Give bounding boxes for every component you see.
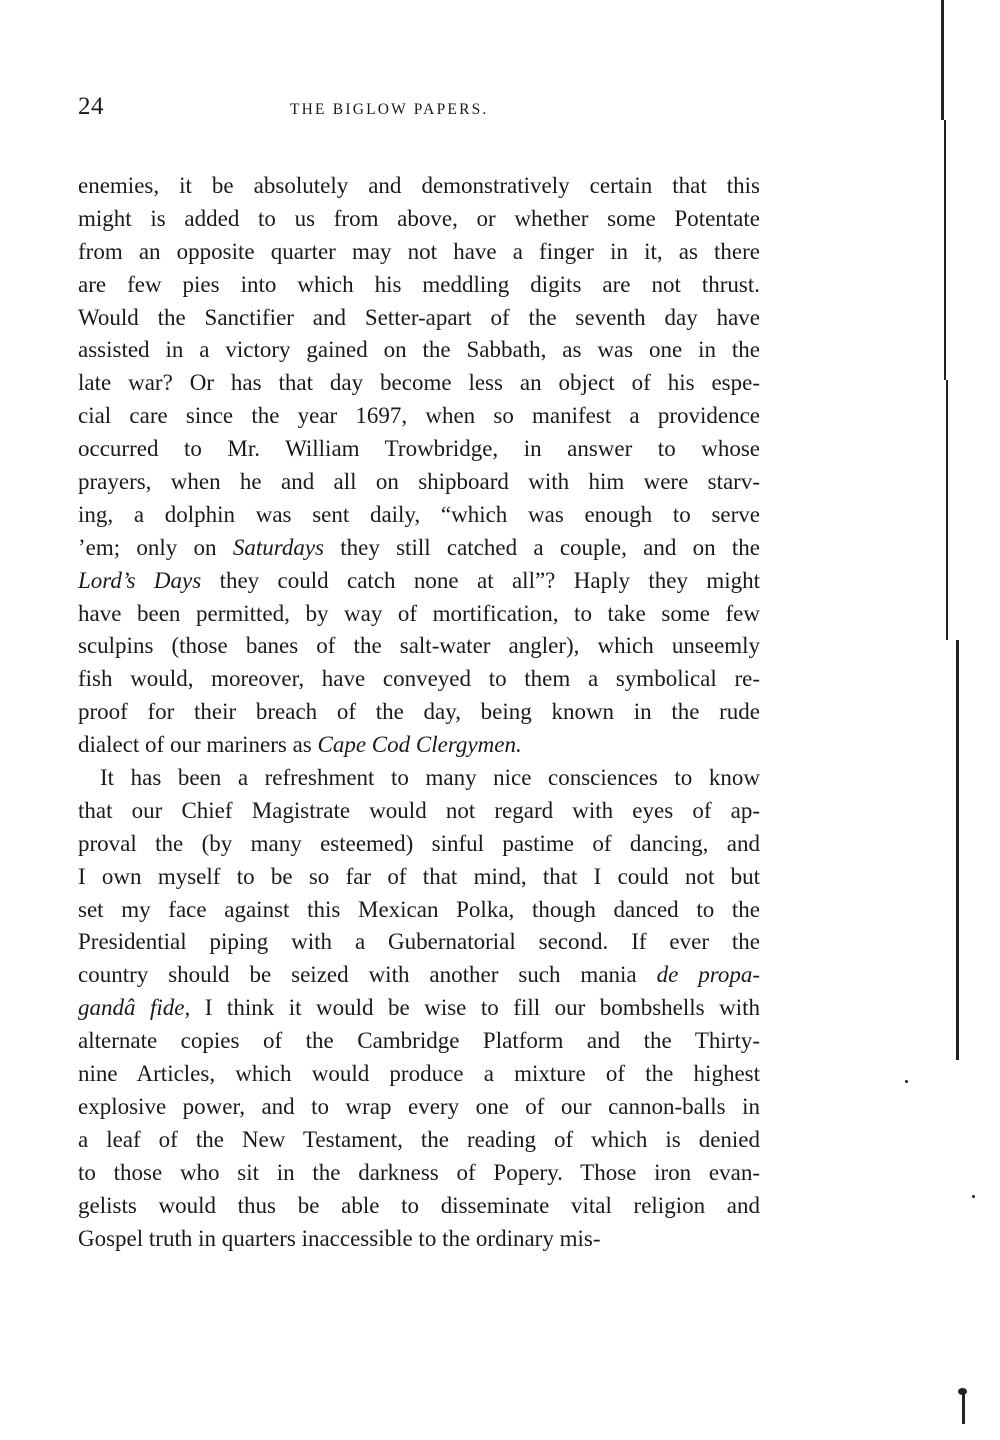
- text-line: [78, 795, 760, 828]
- text-segment: set my face against this Mexican Polka, though danced to the: [78, 896, 760, 922]
- italic-text: Lord’s Days: [78, 567, 202, 593]
- text-segment: occurred to Mr. William Trowbridge, in answer to whose: [78, 436, 760, 462]
- text-segment: prayers, when he and all on shipboard with him were starv-: [78, 469, 760, 495]
- text-segment: proval the (by many esteemed) sinful pastime of dancing, and: [78, 830, 760, 856]
- text-segment: ing, a dolphin was sent daily, “which was enough to serve: [78, 501, 760, 527]
- scan-edge-line: [944, 120, 946, 380]
- text-segment: from an opposite quarter may not have a finger in it, as there: [78, 238, 760, 264]
- text-segment: Would the Sanctifier and Setter-apart of the seventh day have: [78, 304, 760, 330]
- text-segment: that our Chief Magistrate would not regard with eyes of ap-: [78, 797, 760, 823]
- text-line: [78, 367, 760, 400]
- text-line: [78, 565, 760, 598]
- text-segment: dialect of our mariners as: [78, 732, 318, 758]
- text-line: [78, 663, 760, 696]
- text-line: [78, 269, 760, 302]
- text-line: [78, 992, 760, 1025]
- text-segment: have been permitted, by way of mortification, to take some few: [78, 600, 760, 626]
- text-segment: are few pies into which his meddling digits are not thrust.: [78, 271, 760, 297]
- text-line: [78, 1223, 760, 1256]
- text-segment: a leaf of the New Testament, the reading of which is denied: [78, 1126, 760, 1152]
- text-line: [78, 861, 760, 894]
- text-line: [78, 1025, 760, 1058]
- italic-text: de propa-: [656, 962, 760, 988]
- text-line: [78, 1190, 760, 1223]
- text-segment: nine Articles, which would produce a mixture of the highest: [78, 1061, 760, 1087]
- text-line: [78, 433, 760, 466]
- text-segment: Presidential piping with a Gubernatorial second. If ever the: [78, 929, 760, 955]
- text-segment: I own myself to be so far of that mind, that I could not but: [78, 863, 760, 889]
- scan-speck: [972, 1195, 975, 1198]
- text-segment: country should be seized with another such mania: [78, 962, 657, 988]
- text-line: [78, 959, 760, 992]
- text-line: [78, 894, 760, 927]
- text-line: [78, 499, 760, 532]
- text-line: [78, 334, 760, 367]
- text-line: [78, 170, 760, 203]
- scan-edge-line: [956, 640, 959, 1060]
- text-segment: assisted in a victory gained on the Sabbath, as was one in the: [78, 337, 760, 363]
- text-line: [78, 926, 760, 959]
- text-segment: explosive power, and to wrap every one of our cannon-balls in: [78, 1093, 760, 1119]
- text-segment: cial care since the year 1697, when so manifest a providence: [78, 403, 760, 429]
- text-segment: gelists would thus be able to disseminate vital religion and: [78, 1192, 760, 1218]
- text-line: [78, 1157, 760, 1190]
- scan-edge-line: [962, 1392, 965, 1424]
- text-line: [78, 203, 760, 236]
- scan-edge-line: [941, 0, 944, 120]
- text-segment: fish would, moreover, have conveyed to them a symbolical re-: [78, 666, 760, 692]
- text-segment: It has been a refreshment to many nice consciences to know: [100, 765, 760, 791]
- scan-edge-line: [946, 380, 948, 640]
- body-text: [78, 170, 760, 1255]
- text-segment: they still catched a couple, and on the: [323, 534, 760, 560]
- text-line: [78, 532, 760, 565]
- scan-speck: [958, 1388, 967, 1395]
- text-segment: I think it would be wise to fill our bombshells with: [190, 995, 760, 1021]
- text-line: [78, 828, 760, 861]
- italic-text: gandâ fide,: [78, 995, 191, 1021]
- page-number: 24: [78, 93, 104, 120]
- text-line: [78, 598, 760, 631]
- text-line: [78, 1058, 760, 1091]
- italic-text: Saturdays: [232, 534, 324, 560]
- text-segment: alternate copies of the Cambridge Platform and the Thirty-: [78, 1028, 760, 1054]
- text-segment: they could catch none at all”? Haply they might: [201, 567, 760, 593]
- text-line: [78, 1091, 760, 1124]
- text-line: [78, 762, 760, 795]
- text-line: [78, 696, 760, 729]
- text-line: [78, 400, 760, 433]
- text-line: [78, 466, 760, 499]
- scan-speck: [905, 1080, 908, 1083]
- text-segment: to those who sit in the darkness of Popery. Those iron evan-: [78, 1159, 760, 1185]
- text-segment: enemies, it be absolutely and demonstratively certain that this: [78, 173, 760, 198]
- text-segment: proof for their breach of the day, being known in the rude: [78, 699, 760, 725]
- text-segment: late war? Or has that day become less an object of his espe-: [78, 370, 760, 396]
- text-segment: Gospel truth in quarters inaccessible to the ordinary mis-: [78, 1225, 601, 1251]
- running-title: THE BIGLOW PAPERS.: [290, 101, 489, 118]
- text-segment: sculpins (those banes of the salt-water angler), which unseemly: [78, 633, 760, 659]
- text-line: [78, 729, 760, 762]
- text-segment: ’em; only on: [78, 534, 233, 560]
- text-segment: might is added to us from above, or whether some Potentate: [78, 205, 760, 231]
- italic-text: Cape Cod Clergymen.: [317, 732, 522, 758]
- text-line: [78, 1124, 760, 1157]
- text-line: [78, 630, 760, 663]
- text-line: [78, 236, 760, 269]
- text-line: [78, 302, 760, 335]
